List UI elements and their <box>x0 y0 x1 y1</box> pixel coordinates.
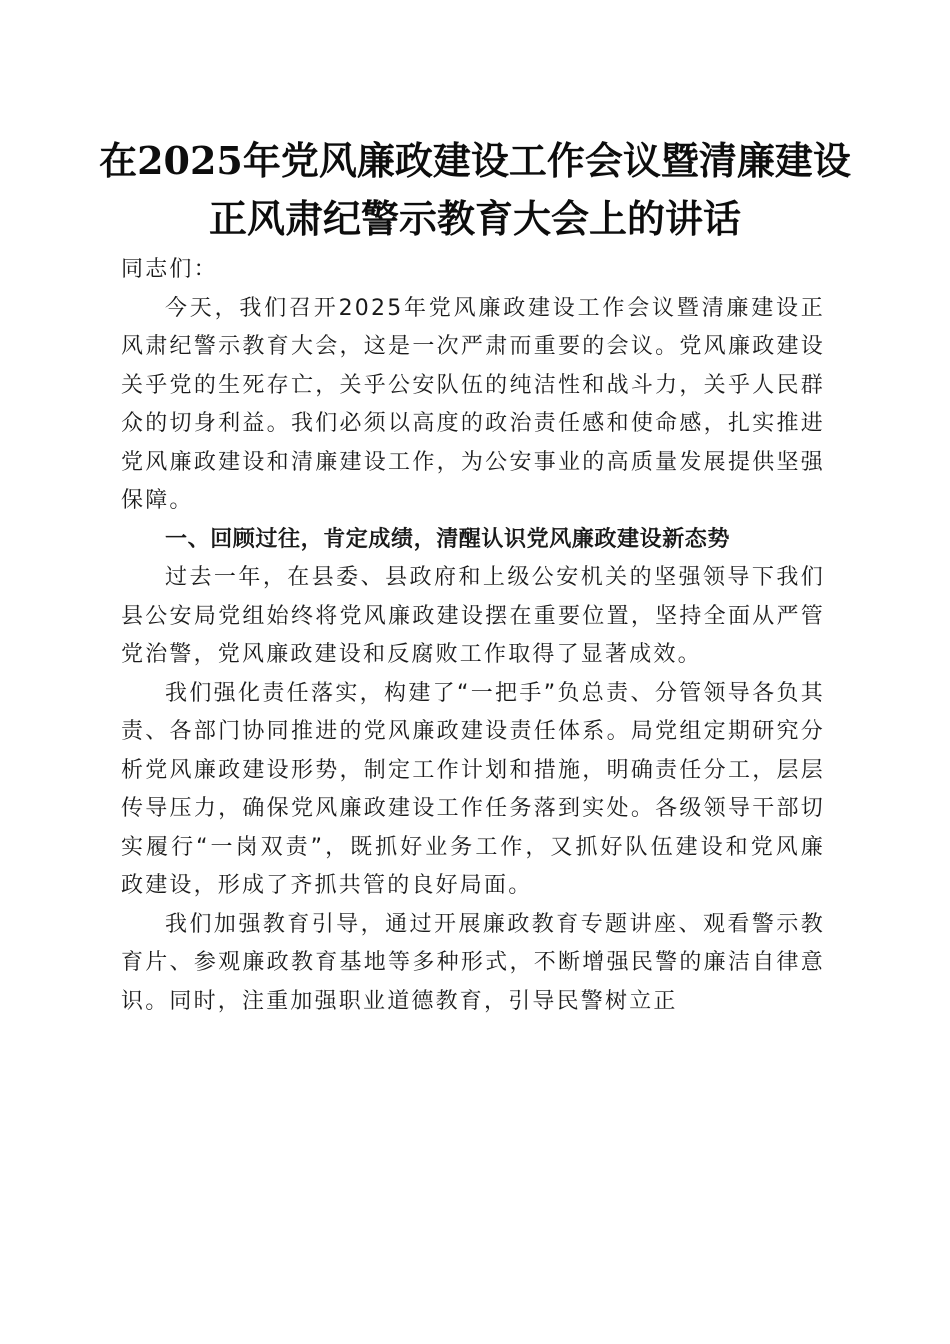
section1-paragraph-2: 我们强化责任落实，构建了“一把手”负总责、分管领导各负其责、各部门协同推进的党风廉政建设责任体系。局党组定期研究分析党风廉政建设形势，制定工作计划和措施，明确责任分工，层层传导压力，确保党风廉政建设工作任务落到实处。各级领导干部切实履行“一岗双责”，既抓好业务工作，又抓好队伍建设和党风廉政建设，形成了齐抓共管的良好局面。 <box>121 680 825 898</box>
document-body <box>121 251 825 1021</box>
opening-paragraph: 今天，我们召开2025年党风廉政建设工作会议暨清廉建设正风肃纪警示教育大会，这是一次严肃而重要的会议。党风廉政建设关乎党的生死存亡，关乎公安队伍的纯洁性和战斗力，关乎人民群众的切身利益。我们必须以高度的政治责任感和使命感，扎实推进党风廉政建设和清廉建设工作，为公安事业的高质量发展提供坚强保障。 <box>121 295 825 513</box>
section1-paragraph-1: 过去一年，在县委、县政府和上级公安机关的坚强领导下我们县公安局党组始终将党风廉政建设摆在重要位置，坚持全面从严管党治警，党风廉政建设和反腐败工作取得了显著成效。 <box>121 565 825 667</box>
section1-paragraph-3: 我们加强教育引导，通过开展廉政教育专题讲座、观看警示教育片、参观廉政教育基地等多种形式，不断增强民警的廉洁自律意识。同时，注重加强职业道德教育，引导民警树立正 <box>121 911 825 1014</box>
document-title <box>80 132 870 248</box>
section-heading-1: 一、回顾过往，肯定成绩，清醒认识党风廉政建设新态势 <box>165 526 731 552</box>
title-line-2: 正风肃纪警示教育大会上的讲话 <box>208 196 741 241</box>
salutation: 同志们： <box>121 257 218 282</box>
title-line-1: 在2025年党风廉政建设工作会议暨清廉建设 <box>99 138 851 183</box>
